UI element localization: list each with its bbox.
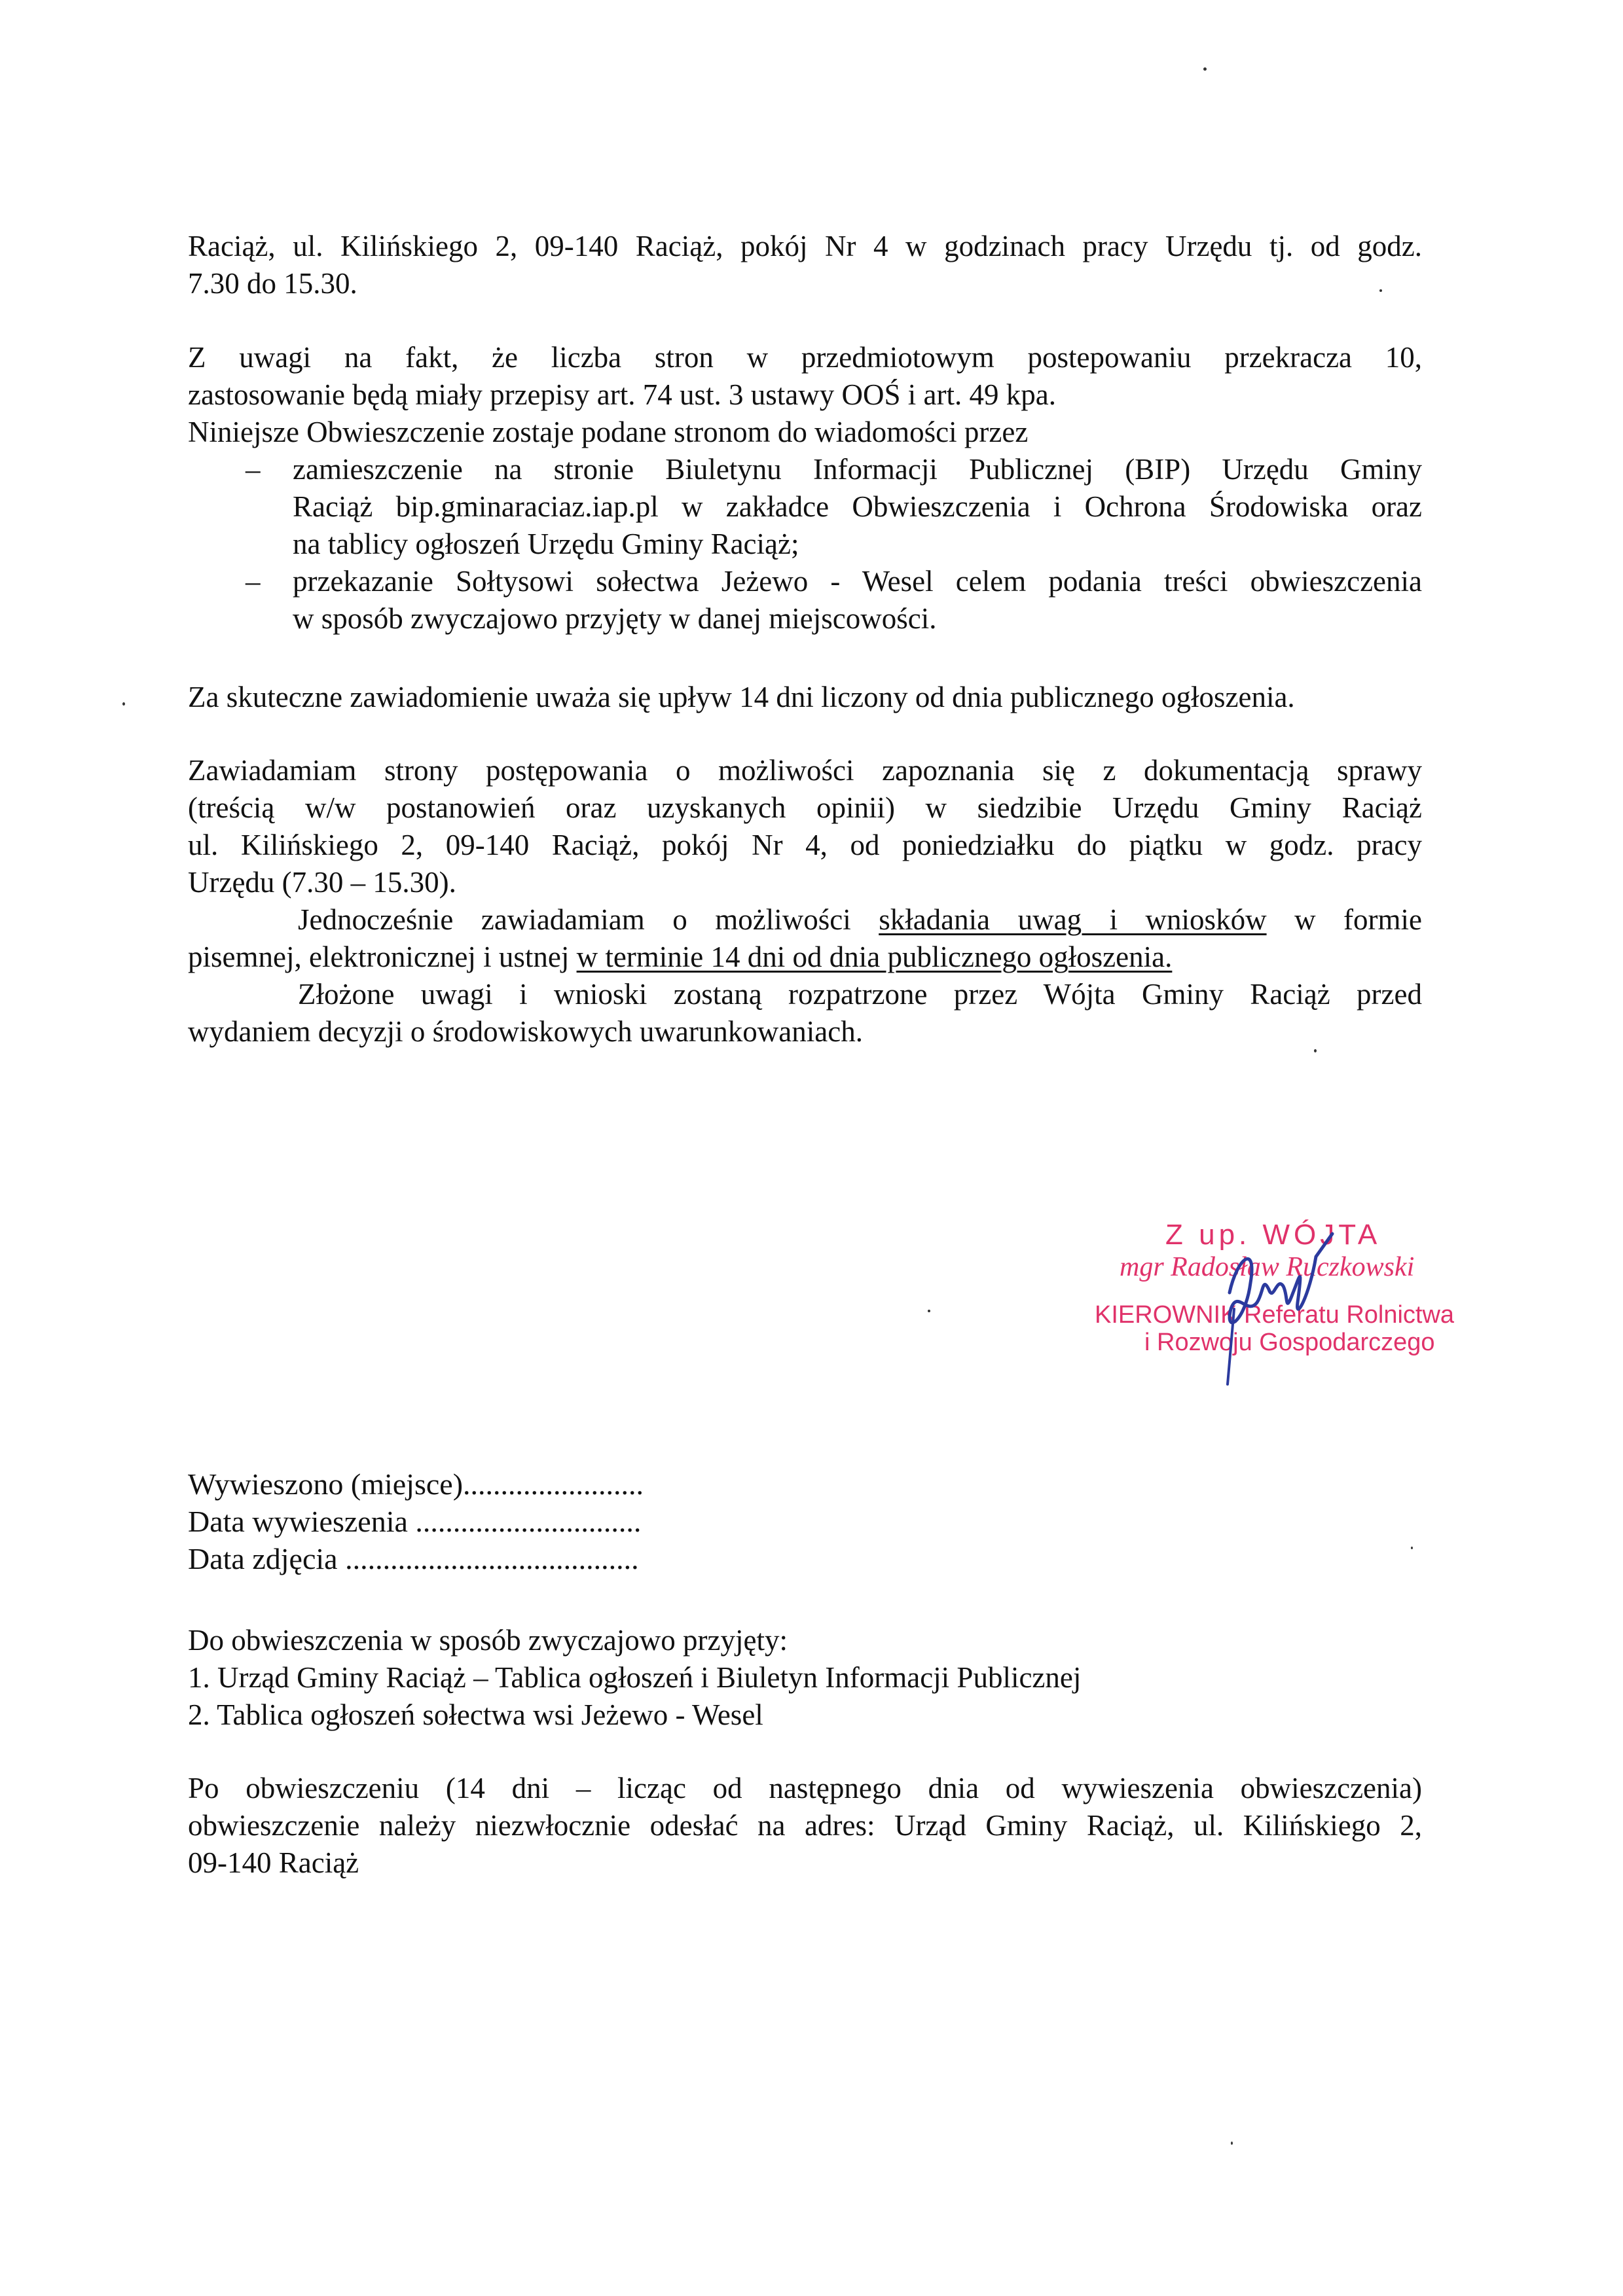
decision-line-1: Złożone uwagi i wnioski zostaną rozpatrzone przez Wójta Gminy Raciąż przed xyxy=(298,978,1422,1011)
posting-place-blank: ........................ xyxy=(463,1467,644,1501)
stamp-line-1: Z up. WÓJTA xyxy=(1165,1219,1381,1251)
removal-date-field xyxy=(188,1540,1422,1577)
parties-line-1: Z uwagi na fakt, że liczba stron w przedmiotowym postepowaniu przekracza 10, xyxy=(188,341,1422,374)
bullet-2-line-1: przekazanie Sołtysowi sołectwa Jeżewo - Wesel celem podania treści obwieszczenia xyxy=(293,565,1422,598)
intro-paragraph xyxy=(188,228,1422,302)
underlined-text: w terminie 14 dni od dnia publicznego ogłoszenia. xyxy=(576,941,1173,973)
distribution-list xyxy=(188,1622,1422,1734)
list-item xyxy=(188,563,1422,637)
parties-paragraph xyxy=(188,339,1422,451)
parties-line-3: Niniejsze Obwieszczenie zostaje podane stronom do wiadomości przez xyxy=(188,416,1029,448)
stamp-line-2: mgr Radosław Ruczkowski xyxy=(1120,1252,1415,1282)
scan-speck xyxy=(1411,1547,1413,1549)
distribution-heading: Do obwieszczenia w sposób zwyczajowo przyjęty: xyxy=(188,1624,788,1657)
effective-notice-text: Za skuteczne zawiadomienie uważa się upływ 14 dni liczony od dnia publicznego ogłoszenia. xyxy=(188,681,1295,713)
list-item: 2. Tablica ogłoszeń sołectwa wsi Jeżewo - Wesel xyxy=(188,1698,763,1731)
posting-place-field xyxy=(188,1465,1422,1503)
dash-bullet-icon: – xyxy=(246,453,261,486)
documentation-line-2: (treścią w/w postanowień oraz uzyskanych opinii) w siedzibie Urzędu Gminy Raciąż xyxy=(188,791,1422,824)
bullet-1-line-1: zamieszczenie na stronie Biuletynu Informacji Publicznej (BIP) Urzędu Gminy xyxy=(293,453,1422,486)
documentation-line-1: Zawiadamiam strony postępowania o możliwości zapoznania się z dokumentacją sprawy xyxy=(188,754,1422,787)
posting-date-blank: .............................. xyxy=(415,1505,642,1538)
posting-place-label: Wywieszono (miejsce) xyxy=(188,1467,464,1501)
posting-date-label: Data wywieszenia xyxy=(188,1505,416,1538)
bullet-1-line-2: Raciąż bip.gminaraciaz.iap.pl w zakładce Obwieszczenia i Ochrona Środowiska oraz xyxy=(293,490,1422,523)
dash-bullet-icon: – xyxy=(246,565,261,598)
removal-date-label: Data zdjęcia xyxy=(188,1542,346,1575)
publication-methods-list xyxy=(188,451,1422,637)
decision-notice xyxy=(188,976,1422,1050)
bullet-2-line-2: w sposób zwyczajowo przyjęty w danej miejscowości. xyxy=(293,602,937,635)
comments-text: w formie xyxy=(1266,903,1423,936)
comments-line-2 xyxy=(188,939,1422,976)
return-line-1: Po obwieszczeniu (14 dni – licząc od następnego dnia od wywieszenia obwieszczenia) xyxy=(188,1772,1422,1804)
scan-speck xyxy=(122,702,125,706)
underlined-text: składania uwag i wniosków xyxy=(879,903,1267,936)
scan-speck xyxy=(1203,67,1207,71)
comments-text: pisemnej, elektronicznej i ustnej xyxy=(188,941,577,973)
removal-date-blank: ....................................... xyxy=(345,1542,639,1575)
intro-line-2: 7.30 do 15.30. xyxy=(188,267,357,300)
stamp-line-4: i Rozwoju Gospodarczego xyxy=(1144,1329,1435,1356)
documentation-line-3: ul. Kilińskiego 2, 09-140 Raciąż, pokój Nr 4, od poniedziałku do piątku w godz. pracy xyxy=(188,829,1422,861)
scan-speck xyxy=(928,1310,930,1312)
scan-speck xyxy=(1379,289,1382,292)
documentation-notice xyxy=(188,752,1422,901)
decision-line-2: wydaniem decyzji o środowiskowych uwarunkowaniach. xyxy=(188,1015,863,1048)
scan-speck xyxy=(1314,1049,1317,1052)
handwritten-signature-icon xyxy=(1211,1230,1342,1388)
parties-line-2: zastosowanie będą miały przepisy art. 74 ust. 3 ustawy OOŚ i art. 49 kpa. xyxy=(188,378,1056,411)
effective-notice xyxy=(188,679,1422,716)
posting-date-field xyxy=(188,1503,1422,1540)
documentation-line-4: Urzędu (7.30 – 15.30). xyxy=(188,866,456,899)
stamp-line-3: KIEROWNIK Referatu Rolnictwa xyxy=(1095,1301,1455,1329)
scan-speck xyxy=(1231,2142,1233,2145)
bullet-1-line-3: na tablicy ogłoszeń Urzędu Gminy Raciąż; xyxy=(293,528,799,560)
list-item: 1. Urząd Gminy Raciąż – Tablica ogłoszeń i Biuletyn Informacji Publicznej xyxy=(188,1661,1082,1694)
comments-text: Jednocześnie zawiadamiam o możliwości xyxy=(298,903,879,936)
return-line-3: 09-140 Raciąż xyxy=(188,1846,359,1879)
return-instruction xyxy=(188,1770,1422,1882)
comments-line-1 xyxy=(188,901,1422,939)
comments-notice xyxy=(188,901,1422,976)
intro-line-1: Raciąż, ul. Kilińskiego 2, 09-140 Raciąż, pokój Nr 4 w godzinach pracy Urzędu tj. od godz. xyxy=(188,230,1422,262)
posting-form xyxy=(188,1465,1422,1577)
list-item xyxy=(188,451,1422,563)
return-line-2: obwieszczenie należy niezwłocznie odesłać na adres: Urząd Gminy Raciąż, ul. Kilińskiego 2, xyxy=(188,1809,1422,1842)
